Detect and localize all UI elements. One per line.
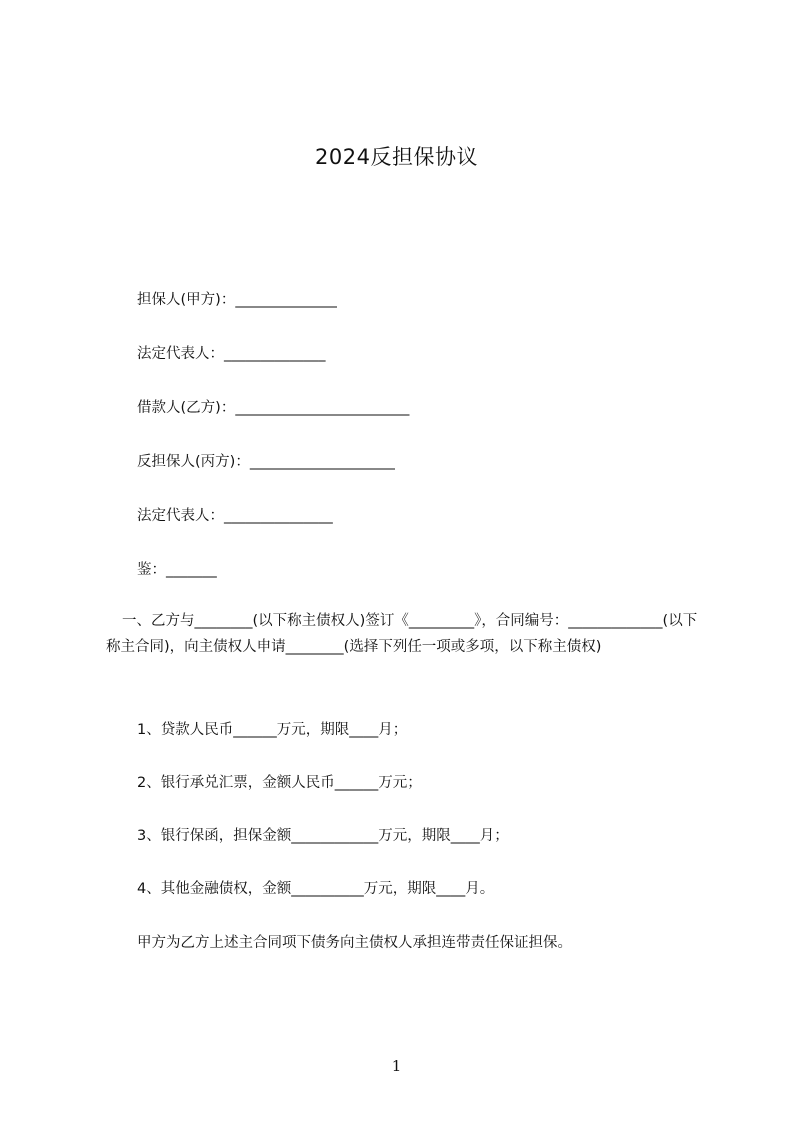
guarantor-line: 担保人(甲方)：______________ xyxy=(137,292,337,308)
clause-one-paragraph: 一、乙方与________(以下称主债权人)签订《_________》，合同编号：_____________(以下称主合同)，向主债权人申请________(选择下列任一项或多项，以下称主债权) xyxy=(106,613,698,655)
legal-representative-line-2: 法定代表人：_______________ xyxy=(137,508,333,524)
list-item-acceptance-bill: 2、银行承兑汇票，金额人民币______万元； xyxy=(137,775,422,791)
witness-line: 鉴：_______ xyxy=(137,562,217,578)
document-title: 2024反担保协议 xyxy=(315,145,478,169)
borrower-line: 借款人(乙方)：________________________ xyxy=(137,400,410,416)
legal-representative-line-1: 法定代表人：______________ xyxy=(137,346,326,362)
list-item-loan: 1、贷款人民币______万元，期限____月； xyxy=(137,722,408,738)
list-item-other-claims: 4、其他金融债权，金额__________万元，期限____月。 xyxy=(137,881,495,897)
list-item-bank-guarantee: 3、银行保函，担保金额____________万元，期限____月； xyxy=(137,828,509,844)
closing-paragraph: 甲方为乙方上述主合同项下债务向主债权人承担连带责任保证担保。 xyxy=(137,935,572,951)
page-number: 1 xyxy=(391,1057,402,1075)
counter-guarantor-line: 反担保人(丙方)：____________________ xyxy=(137,454,395,470)
